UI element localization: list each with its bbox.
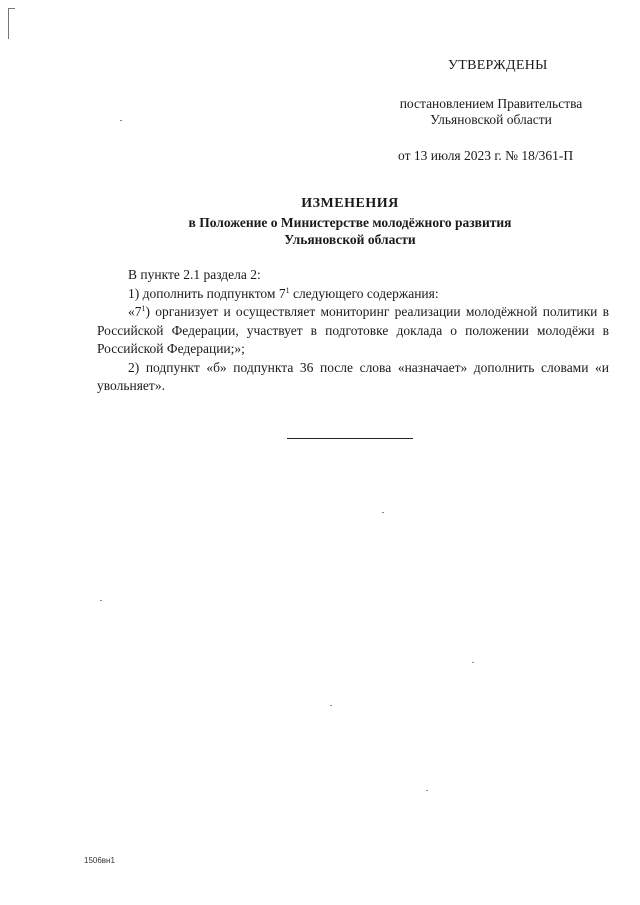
scan-speck (120, 120, 122, 121)
scan-speck (472, 662, 474, 663)
paragraph-3-superscript: 1 (141, 304, 146, 313)
scan-corner-mark (8, 8, 15, 39)
approval-block (380, 96, 602, 128)
paragraph-2-text-b: следующего содержания: (289, 285, 439, 301)
approval-heading: УТВЕРЖДЕНЫ (448, 58, 548, 73)
paragraph-2-superscript: 1 (285, 285, 290, 295)
paragraph-3-text-a: «7 (128, 304, 142, 319)
paragraph-4-text: 2) подпункт «б» подпункта 36 после слова «назначает» дополнить словами «и увольняет». (97, 359, 609, 393)
title-line-3: Ульяновской области (284, 232, 416, 247)
paragraph-4 (97, 359, 609, 396)
title-line-2: в Положение о Министерстве молодёжного развития (188, 215, 512, 230)
paragraph-2 (97, 285, 609, 304)
paragraph-1 (97, 266, 609, 285)
approval-line-2: Ульяновской области (430, 112, 552, 127)
scan-speck (100, 600, 102, 601)
scan-speck (382, 512, 384, 513)
scan-speck (426, 790, 428, 791)
footer-code: 1506вн1 (84, 856, 115, 865)
separator-line (287, 438, 413, 439)
approval-date: от 13 июля 2023 г. № 18/361-П (398, 148, 574, 163)
title-line-1: ИЗМЕНЕНИЯ (301, 196, 399, 211)
paragraph-3 (97, 303, 609, 359)
paragraph-1-text: В пункте 2.1 раздела 2: (128, 267, 261, 282)
approval-line-1: постановлением Правительства (399, 96, 583, 111)
scan-speck (330, 705, 332, 706)
paragraph-2-text-a: 1) дополнить подпунктом 7 (128, 285, 286, 301)
paragraph-3-text-b: ) организует и осуществляет мониторинг реализации молодёжной политики в Российской Федерации, участвует в подготовке доклада о положении молодёжи в Российской Федерации;»; (97, 304, 609, 356)
document-title (100, 196, 600, 248)
document-body (97, 266, 609, 396)
